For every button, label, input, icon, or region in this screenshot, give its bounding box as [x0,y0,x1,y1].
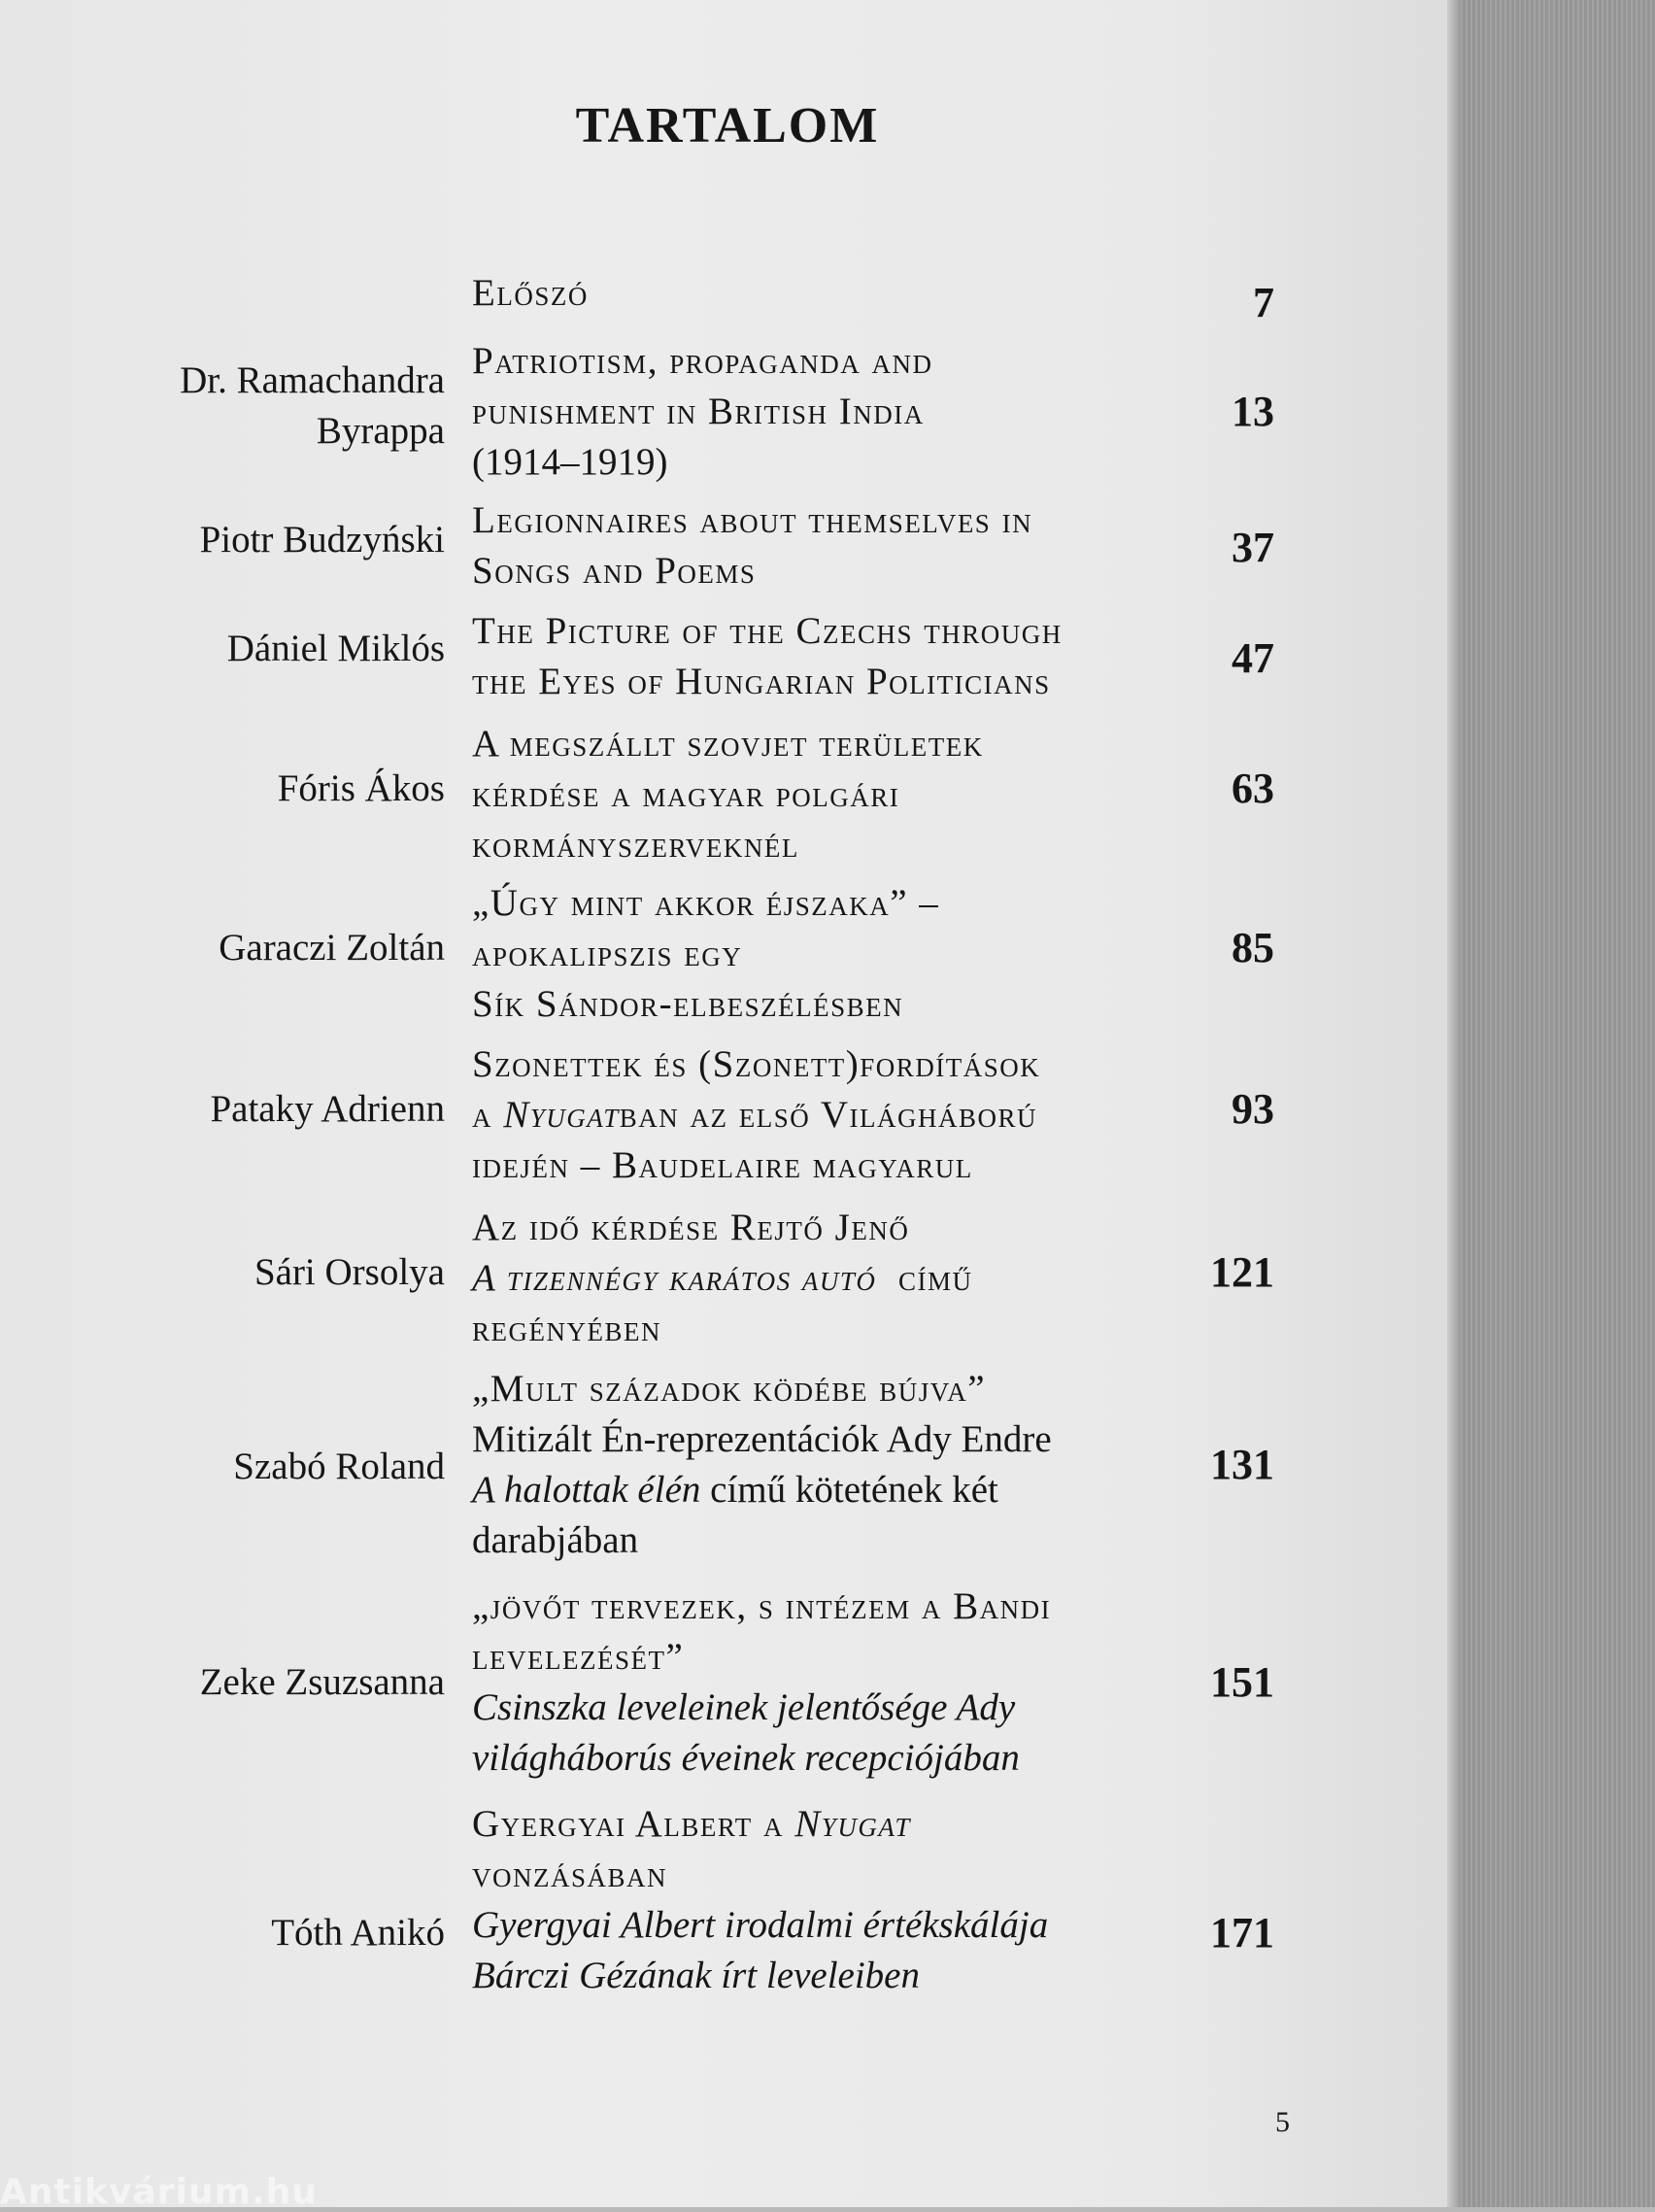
title-line: Legionnaires about themselves in [472,499,1033,541]
page-number: 151 [1210,1658,1274,1706]
page-folio: 5 [1275,2106,1290,2138]
contents-heading: TARTALOM [575,98,880,153]
title-line: Szonettek és (Szonett)fordítások [472,1043,1041,1085]
title-line: „Úgy mint akkor éjszaka” – [472,882,940,924]
entry-author: Dániel Miklós [226,628,445,669]
book-cover-edge [1461,0,1655,2207]
entry-author: Tóth Anikó [271,1912,445,1954]
title-line: The Picture of the Czechs through [472,610,1063,652]
entry-author: Garaczi Zoltán [219,927,445,969]
title-line: a Nyugatban az első Világháború [472,1094,1037,1136]
title-line: Előszó [472,272,589,314]
entry-author: Zeke Zsuzsanna [199,1661,445,1703]
page-number: 63 [1232,765,1274,812]
page-edge [1447,0,1461,2207]
title-line: levelezését” [472,1636,685,1678]
title-line: regényében [472,1308,661,1349]
page-number: 47 [1232,634,1274,682]
title-line: Gyergyai Albert irodalmi értékskálája [472,1904,1049,1946]
title-line: Patriotism, propaganda and [472,340,933,382]
title-line: A halottak élén című kötetének két [472,1469,998,1511]
title-line: A megszállt szovjet területek [472,723,984,765]
entry-author: Dr. Ramachandra Byrappa [180,359,445,452]
page-number: 37 [1232,524,1274,571]
title-line: A tizennégy karátos autó című [472,1257,973,1299]
title-line: „Mult századok ködébe bújva” [472,1368,987,1410]
page-number: 93 [1232,1085,1274,1133]
page-number: 7 [1253,279,1274,326]
title-line: kérdése a magyar polgári [472,773,900,815]
title-line: kormányszerveknél [472,824,799,866]
entry-title [472,1799,1191,2001]
title-line: darabjában [472,1519,639,1561]
entry-author: Sári Orsolya [253,1251,445,1293]
page-number: 121 [1210,1248,1274,1296]
title-line: Gyergyai Albert a Nyugat [472,1803,911,1845]
entry-author: Pataky Adrienn [210,1088,445,1130]
title-line: Sík Sándor-elbeszélésben [472,983,904,1025]
title-line: „jövőt tervezek, s intézem a Bandi [472,1585,1052,1627]
title-line: Songs and Poems [472,550,757,592]
title-line: Az idő kérdése Rejtő Jenő [472,1207,910,1248]
page-number: 171 [1210,1909,1274,1957]
title-line: Mitizált Én-reprezentációk Ady Endre [472,1418,1052,1460]
entry-author: Piotr Budzyński [199,519,445,561]
watermark: Antikvárium.hu [0,2172,318,2212]
entry-author: Szabó Roland [233,1446,445,1487]
title-line: idején – Baudelaire magyarul [472,1144,973,1186]
title-line: világháborús éveinek recepciójában [472,1737,1020,1779]
page-number: 13 [1232,388,1274,435]
title-line: Csinszka leveleinek jelentősége Ady [472,1686,1016,1728]
title-line: vonzásában [472,1854,668,1895]
title-line: apokalipszis egy [472,933,743,974]
page-number: 85 [1232,924,1274,971]
page-number: 131 [1210,1441,1274,1488]
title-line: (1914–1919) [472,441,668,483]
title-line: the Eyes of Hungarian Politicians [472,661,1051,702]
title-line: Bárczi Gézának írt leveleiben [472,1955,920,1996]
entry-author: Fóris Ákos [277,767,445,809]
title-line: punishment in British India [472,391,925,432]
